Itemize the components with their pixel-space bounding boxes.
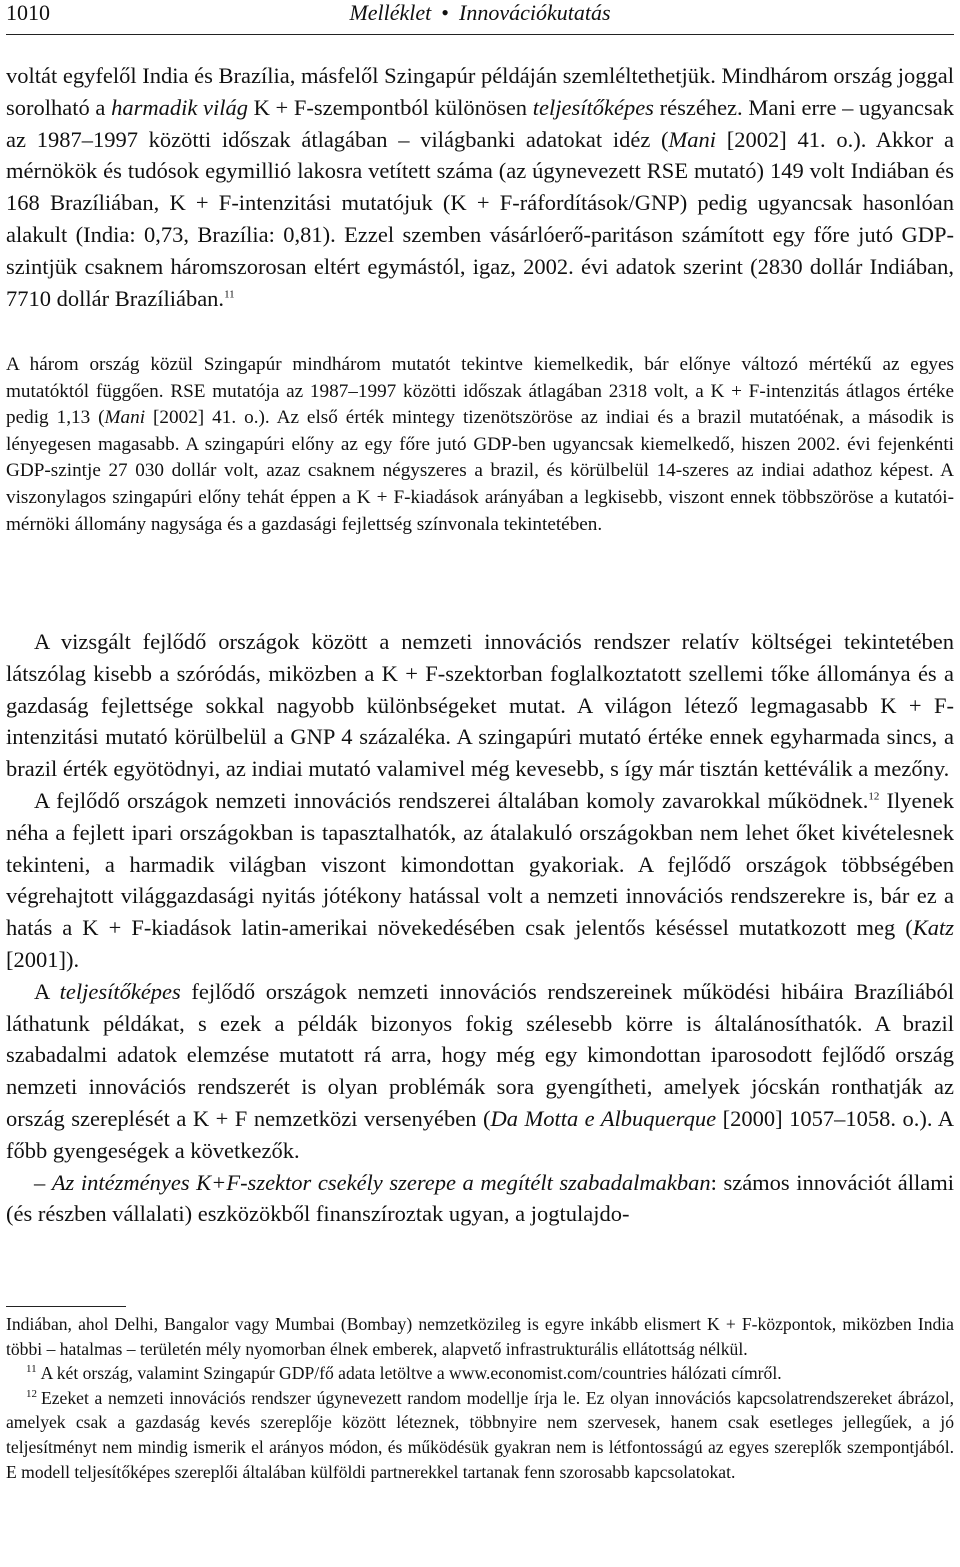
italic-run: harmadik világ xyxy=(111,94,248,120)
running-head xyxy=(6,0,954,35)
body-paragraph-3 xyxy=(6,626,954,785)
footnote-12 xyxy=(6,1386,954,1484)
text-run: fejlődő országok nemzeti innovációs rendszereinek működési hibáira Brazíliából láthatunk példákat, s ezek a példák bizonyos fokig szélesebb körre is általánosíthatók. A brazil szabadalmi adatok elemzése mutatott rá arra, hogy még egy kimondottan iparosodott fejlődő ország nemzeti innovációs rendszerét is olyan problémák sora gyengítheti, amelyek jócskán ronthatják az ország szereplését a K + F nemzetközi versenyében ( xyxy=(6,978,954,1131)
italic-run: Katz xyxy=(912,915,954,941)
small-print-paragraph xyxy=(6,352,954,538)
italic-run: Az intézményes K+F-szektor csekély szerepe a megítélt szabadalmakban xyxy=(51,1169,711,1195)
footnote-11 xyxy=(6,1361,954,1386)
text-run: – xyxy=(34,1169,52,1195)
text-run: A xyxy=(34,978,60,1004)
text-run: [2002] 41. o.). Az első érték mintegy tizenötszöröse az indiai és a brazil mutatóénak, a második is lényegesen magasabb. A szingapúri előny az egy főre jutó GDP-ben ugyancsak kiemelkedő, hiszen 2002. évi fejenkénti GDP-szintje 27 030 dollár volt, azaz csaknem négyszeres a brazil, és körülbelül 14-szeres az indiai adathoz képest. A viszonylagos szingapúri előny tehát éppen a K + F-kiadások arányában a legkisebb, viszont ennek többszöröse a kutatói-mérnöki állomány nagysága és a gazdasági fejlettség színvonala tekintetében. xyxy=(6,407,954,535)
text-run: voltát egyfelől India és Brazília, másfelől Szingapúr példáján szemléltethetjük. Mindhárom ország joggal sorolható a xyxy=(6,63,954,120)
footnote-number: 12 xyxy=(26,1387,37,1400)
running-title-left: Melléklet xyxy=(349,0,432,25)
italic-run: Mani xyxy=(104,407,146,429)
text-run: A két ország, valamint Szingapúr GDP/fő adata letöltve a www.economist.com/countries hálózati címről. xyxy=(40,1363,782,1384)
text-run: [2002] 41. o.). Akkor a mérnökök és tudósok egymillió lakosra vetített száma (az úgynevezett RSE mutató) 149 volt Indiában és 168 Brazíliában, K + F-intenzitási mutatójuk (K + F-ráfordítások/GNP) pedig ugyancsak hasonlóan alakult (India: 0,73, Brazília: 0,81). Ezzel szemben vásárlóerő-paritáson számított egy főre jutó GDP-szintjük csaknem háromszorosan eltért egymástól, igaz, 2002. évi adatok szerint (2830 dollár Indiában, 7710 dollár Brazíliában. xyxy=(6,126,954,311)
italic-run: teljesítőképes xyxy=(59,978,181,1004)
body-paragraph-1 xyxy=(6,60,954,314)
footnote-ref-12[interactable]: 12 xyxy=(868,790,880,803)
italic-run: Mani xyxy=(668,126,717,152)
footnotes xyxy=(6,1312,954,1484)
body-paragraph-4 xyxy=(6,785,954,976)
footnote-divider xyxy=(6,1306,126,1307)
running-title-right: Innovációkutatás xyxy=(459,0,611,25)
text-run: A három ország közül Szingapúr mindhárom mutatót tekintve kiemelkedik, bár előnye változó mértékű az egyes mutatóktól függően. RSE mutatója az 1987–1997 közötti időszak átlagában 2318 volt, a K + F-intenzitás átlagos értéke pedig 1,13 ( xyxy=(6,354,954,429)
bullet-separator: • xyxy=(441,0,449,25)
running-title xyxy=(6,0,954,26)
main-text-block xyxy=(6,626,954,1230)
page-number: 1010 xyxy=(6,0,50,25)
footnote-continuation xyxy=(6,1312,954,1361)
italic-run: Da Motta e Albuquerque xyxy=(490,1105,717,1131)
footnote-ref-11[interactable]: 11 xyxy=(224,288,235,301)
text-run: Indiában, ahol Delhi, Bangalor vagy Mumbai (Bombay) nemzetközileg is egyre inkább elismert K + F-központok, miközben India többi – hatalmas – területén mély nyomorban élnek emberek, alapvető infrastrukturális ellátottság nélkül. xyxy=(6,1314,954,1359)
footnote-number: 11 xyxy=(26,1363,37,1376)
text-run: Ezeket a nemzeti innovációs rendszer úgynevezett random modellje írja le. Ez olyan innovációs kapcsolatrendszereket ábrázol, amelyek csak a gazdaság kevés szereplője között léteznek, többnyire nem szervesek, hanem csak esetleges jellegűek, a jó teljesítményt nem mindig ismerik el arányos módon, és működésük gyakran nem is létfontosságú az egyes szereplők szempontjából. E modell teljesítőképes szereplői általában külföldi partnerekkel tartanak fenn szorosabb kapcsolatokat. xyxy=(6,1387,954,1482)
text-run: részéhez. Mani erre – ugyancsak az 1987–1997 közötti időszak átlagában – világbanki adatokat idéz ( xyxy=(6,94,954,152)
text-run: K + F-szempontból különösen xyxy=(247,94,533,120)
text-run: A fejlődő országok nemzeti innovációs rendszerei általában komoly zavarokkal működnek. xyxy=(34,787,869,813)
text-run: A vizsgált fejlődő országok között a nemzeti innovációs rendszer relatív költségei tekintetében látszólag kisebb a szóródás, miközben a K + F-szektorban foglalkoztatott szellemi tőke állománya és a gazdaság fejlettsége sokkal nagyobb különbségeket mutat. A világon létező legmagasabb K + F-intenzitási mutató körülbelül a GNP 4 százaléka. A szingapúri mutató értéke ennek egyharmada sincs, a brazil érték egyötödnyi, az indiai mutató valamivel még kevesebb, s így már tisztán kettéválik a mezőny. xyxy=(6,629,954,782)
list-item-dash xyxy=(6,1167,954,1231)
document-page xyxy=(6,0,954,1482)
text-run: Ilyenek néha a fejlett ipari országokban is tapasztalhatók, az átalakuló országokban nem lehet őket kivételesnek tekinteni, a harmadik világban viszont kimondottan gyakoriak. A fejlődő országok többségében végrehajtott világgazdasági nyitás jótékony hatással volt a nemzeti innovációs rendszerekre is, bár ez a hatás a K + F-kiadások latin-amerikai növekedésében csak jelentős késéssel mutatkozott meg ( xyxy=(6,787,954,941)
text-run: : számos innovációt állami (és részben vállalati) eszközökből finanszíroztak ugyan, a jogtulajdo- xyxy=(6,1169,954,1227)
body-paragraph-5 xyxy=(6,976,954,1167)
italic-run: teljesítőképes xyxy=(532,94,654,120)
text-run: [2001]). xyxy=(6,946,80,972)
text-run: [2000] 1057–1058. o.). A főbb gyengeségek a következők. xyxy=(6,1105,954,1163)
